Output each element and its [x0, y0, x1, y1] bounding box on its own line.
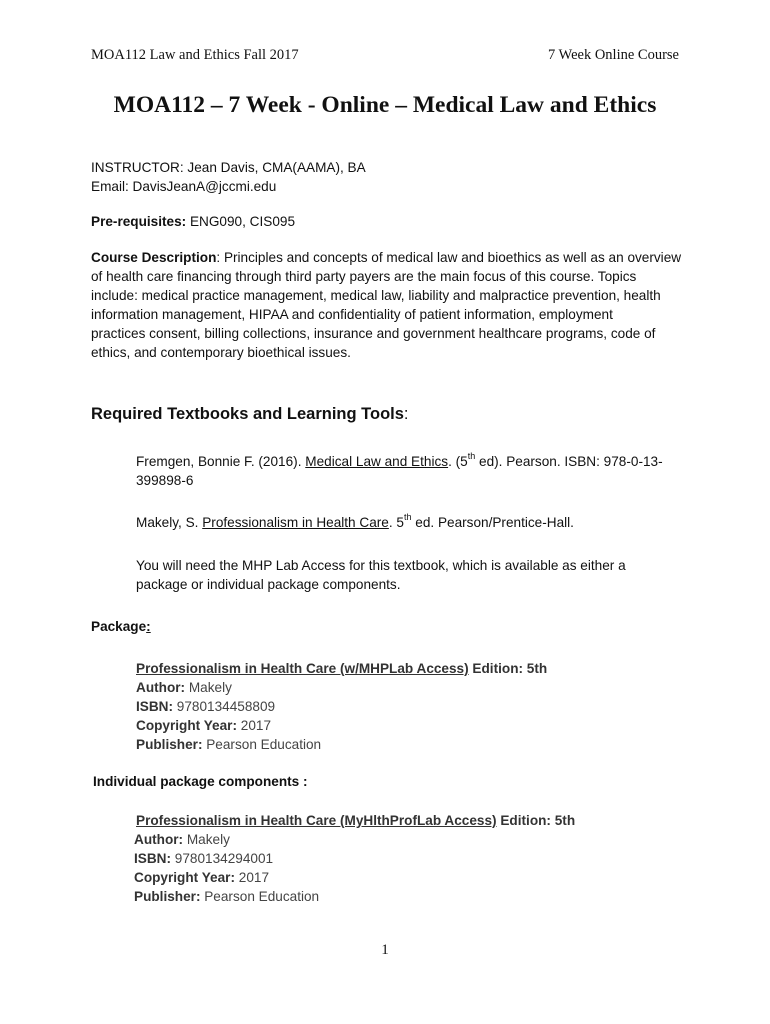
textbook-1-title: Medical Law and Ethics: [305, 454, 449, 469]
prereq-label: Pre-requisites:: [91, 214, 187, 229]
individual-heading: Individual package components :: [93, 774, 308, 789]
course-desc-line: ethics, and contemporary bioethical issues.: [91, 345, 351, 360]
email-line[interactable]: Email: DavisJeanA@jccmi.edu: [91, 179, 277, 194]
course-desc-line: include: medical practice management, medical law, liability and malpractice prevention, health: [91, 288, 661, 303]
note-line: package or individual package components.: [136, 577, 401, 592]
individual-publisher: Publisher: Pearson Education: [134, 889, 320, 904]
textbook-2-title: Professionalism in Health Care: [202, 515, 389, 530]
instructor-line: INSTRUCTOR: Jean Davis, CMA(AAMA), BA: [91, 160, 366, 175]
course-desc-line: of health care financing through third party payers are the main focus of this course. Topics: [91, 269, 637, 284]
package-author: Author: Makely: [136, 680, 232, 695]
document-title: MOA112 – 7 Week - Online – Medical Law and Ethics: [113, 92, 657, 118]
course-desc-line: information management, HIPAA and confidentiality of patient information, employment: [91, 307, 613, 322]
package-title-line: Professionalism in Health Care (w/MHPLab Access) Edition: 5th: [136, 661, 548, 676]
textbook-2: Makely, S. Professionalism in Health Care. 5th ed. Pearson/Prentice-Hall.: [136, 512, 574, 530]
individual-title: Professionalism in Health Care (MyHlthProfLab Access): [136, 813, 497, 828]
textbook-1-isbn-cont: 399898-6: [136, 473, 194, 488]
package-isbn: ISBN: 9780134458809: [136, 699, 276, 714]
prereq-value: ENG090, CIS095: [186, 214, 296, 229]
individual-isbn: ISBN: 9780134294001: [134, 851, 274, 866]
header-left: MOA112 Law and Ethics Fall 2017: [91, 47, 299, 63]
individual-title-line: Professionalism in Health Care (MyHlthProfLab Access) Edition: 5th: [136, 813, 576, 828]
course-desc-line: Course Description: Principles and concepts of medical law and bioethics as well as an overview: [91, 250, 682, 265]
package-title: Professionalism in Health Care (w/MHPLab Access): [136, 661, 469, 676]
header-right: 7 Week Online Course: [547, 47, 679, 63]
package-publisher: Publisher: Pearson Education: [136, 737, 322, 752]
package-year: Copyright Year: 2017: [136, 718, 272, 733]
textbook-1-line: Fremgen, Bonnie F. (2016). Medical Law and Ethics. (5th ed). Pearson. ISBN: 978-0-13-: [136, 451, 663, 469]
package-heading: Package:: [91, 619, 151, 634]
individual-author: Author: Makely: [134, 832, 230, 847]
course-desc-label: Course Description: [91, 250, 217, 265]
textbooks-heading: Required Textbooks and Learning Tools:: [91, 405, 409, 423]
individual-year: Copyright Year: 2017: [134, 870, 270, 885]
page-number: 1: [381, 942, 389, 958]
note-line: You will need the MHP Lab Access for this textbook, which is available as either a: [136, 558, 626, 573]
prerequisites: [91, 212, 295, 232]
course-desc-line: practices consent, billing collections, insurance and government healthcare programs, code of: [91, 326, 656, 341]
